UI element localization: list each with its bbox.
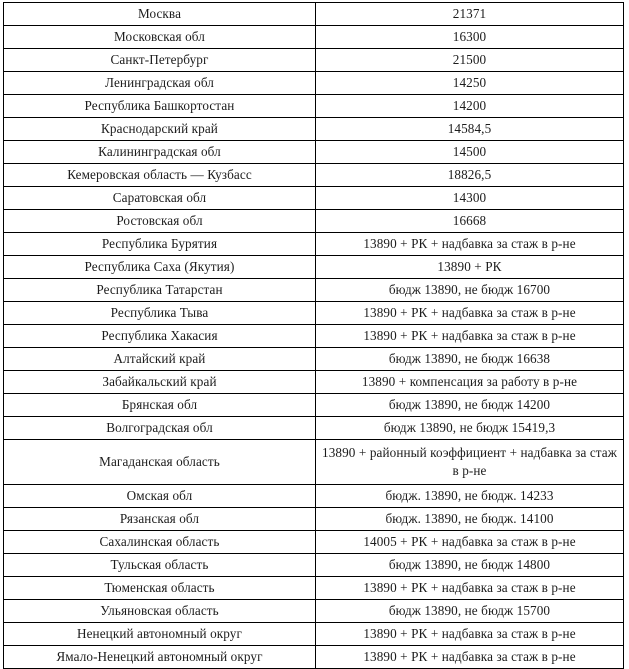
- table-row: [4, 417, 624, 440]
- wage-value-cell: 16668: [316, 210, 624, 233]
- region-name-cell: Ростовская обл: [4, 210, 316, 233]
- wage-value-cell: 13890 + РК + надбавка за стаж в р-не: [316, 623, 624, 646]
- table-row: [4, 141, 624, 164]
- table-row: [4, 302, 624, 325]
- wage-value-cell: бюдж. 13890, не бюдж. 14100: [316, 508, 624, 531]
- region-name-cell: Забайкальский край: [4, 371, 316, 394]
- wage-value-cell: 18826,5: [316, 164, 624, 187]
- table-body: [4, 3, 624, 669]
- region-name-cell: Тульская область: [4, 554, 316, 577]
- wage-value-cell: 14200: [316, 95, 624, 118]
- wage-value-cell: 21500: [316, 49, 624, 72]
- region-name-cell: Ненецкий автономный округ: [4, 623, 316, 646]
- region-name-cell: Краснодарский край: [4, 118, 316, 141]
- table-row: [4, 72, 624, 95]
- region-name-cell: Республика Тыва: [4, 302, 316, 325]
- region-name-cell: Омская обл: [4, 485, 316, 508]
- region-name-cell: Магаданская область: [4, 440, 316, 485]
- region-name-cell: Ямало-Ненецкий автономный округ: [4, 646, 316, 669]
- table-row: [4, 348, 624, 371]
- table-row: [4, 600, 624, 623]
- region-name-cell: Волгоградская обл: [4, 417, 316, 440]
- table-row: [4, 325, 624, 348]
- region-name-cell: Брянская обл: [4, 394, 316, 417]
- table-row: [4, 210, 624, 233]
- wage-value-cell: бюдж 13890, не бюдж 16700: [316, 279, 624, 302]
- region-name-cell: Алтайский край: [4, 348, 316, 371]
- wage-value-cell: 13890 + РК + надбавка за стаж в р-не: [316, 646, 624, 669]
- table-row: [4, 508, 624, 531]
- wage-value-cell: 13890 + РК + надбавка за стаж в р-не: [316, 302, 624, 325]
- region-name-cell: Республика Саха (Якутия): [4, 256, 316, 279]
- table-row: [4, 577, 624, 600]
- region-name-cell: Республика Хакасия: [4, 325, 316, 348]
- wage-value-cell: бюдж 13890, не бюдж 15419,3: [316, 417, 624, 440]
- wage-value-cell: 14500: [316, 141, 624, 164]
- table-row: [4, 394, 624, 417]
- table-row: [4, 49, 624, 72]
- wage-value-cell: бюдж 13890, не бюдж 16638: [316, 348, 624, 371]
- wage-value-cell: бюдж. 13890, не бюдж. 14233: [316, 485, 624, 508]
- table-row: [4, 440, 624, 485]
- region-name-cell: Ленинградская обл: [4, 72, 316, 95]
- wage-value-cell: 14584,5: [316, 118, 624, 141]
- table-row: [4, 531, 624, 554]
- region-name-cell: Тюменская область: [4, 577, 316, 600]
- wage-value-cell: 13890 + РК: [316, 256, 624, 279]
- wage-value-cell: бюдж 13890, не бюдж 15700: [316, 600, 624, 623]
- region-wage-table: [3, 2, 624, 669]
- wage-value-cell: 16300: [316, 26, 624, 49]
- table-row: [4, 95, 624, 118]
- region-name-cell: Москва: [4, 3, 316, 26]
- wage-value-cell: 13890 + РК + надбавка за стаж в р-не: [316, 233, 624, 256]
- table-row: [4, 26, 624, 49]
- table-row: [4, 485, 624, 508]
- wage-value-cell: 21371: [316, 3, 624, 26]
- table-row: [4, 279, 624, 302]
- wage-value-cell: 13890 + компенсация за работу в р-не: [316, 371, 624, 394]
- region-name-cell: Сахалинская область: [4, 531, 316, 554]
- region-name-cell: Саратовская обл: [4, 187, 316, 210]
- table-row: [4, 164, 624, 187]
- table-row: [4, 554, 624, 577]
- region-name-cell: Калининградская обл: [4, 141, 316, 164]
- table-row: [4, 187, 624, 210]
- wage-value-cell: 14300: [316, 187, 624, 210]
- wage-value-cell: 13890 + РК + надбавка за стаж в р-не: [316, 577, 624, 600]
- table-row: [4, 256, 624, 279]
- table-row: [4, 646, 624, 669]
- region-name-cell: Республика Татарстан: [4, 279, 316, 302]
- wage-value-cell: 14005 + РК + надбавка за стаж в р-не: [316, 531, 624, 554]
- wage-value-cell: 13890 + РК + надбавка за стаж в р-не: [316, 325, 624, 348]
- table-row: [4, 623, 624, 646]
- region-name-cell: Кемеровская область — Кузбасс: [4, 164, 316, 187]
- region-name-cell: Республика Башкортостан: [4, 95, 316, 118]
- region-name-cell: Рязанская обл: [4, 508, 316, 531]
- region-name-cell: Республика Бурятия: [4, 233, 316, 256]
- region-name-cell: Ульяновская область: [4, 600, 316, 623]
- region-name-cell: Санкт-Петербург: [4, 49, 316, 72]
- wage-value-cell: бюдж 13890, не бюдж 14200: [316, 394, 624, 417]
- wage-value-cell: 14250: [316, 72, 624, 95]
- table-row: [4, 371, 624, 394]
- table-row: [4, 233, 624, 256]
- wage-value-cell: 13890 + районный коэффициент + надбавка за стаж в р-не: [316, 440, 624, 485]
- table-row: [4, 3, 624, 26]
- region-name-cell: Московская обл: [4, 26, 316, 49]
- wage-value-cell: бюдж 13890, не бюдж 14800: [316, 554, 624, 577]
- table-row: [4, 118, 624, 141]
